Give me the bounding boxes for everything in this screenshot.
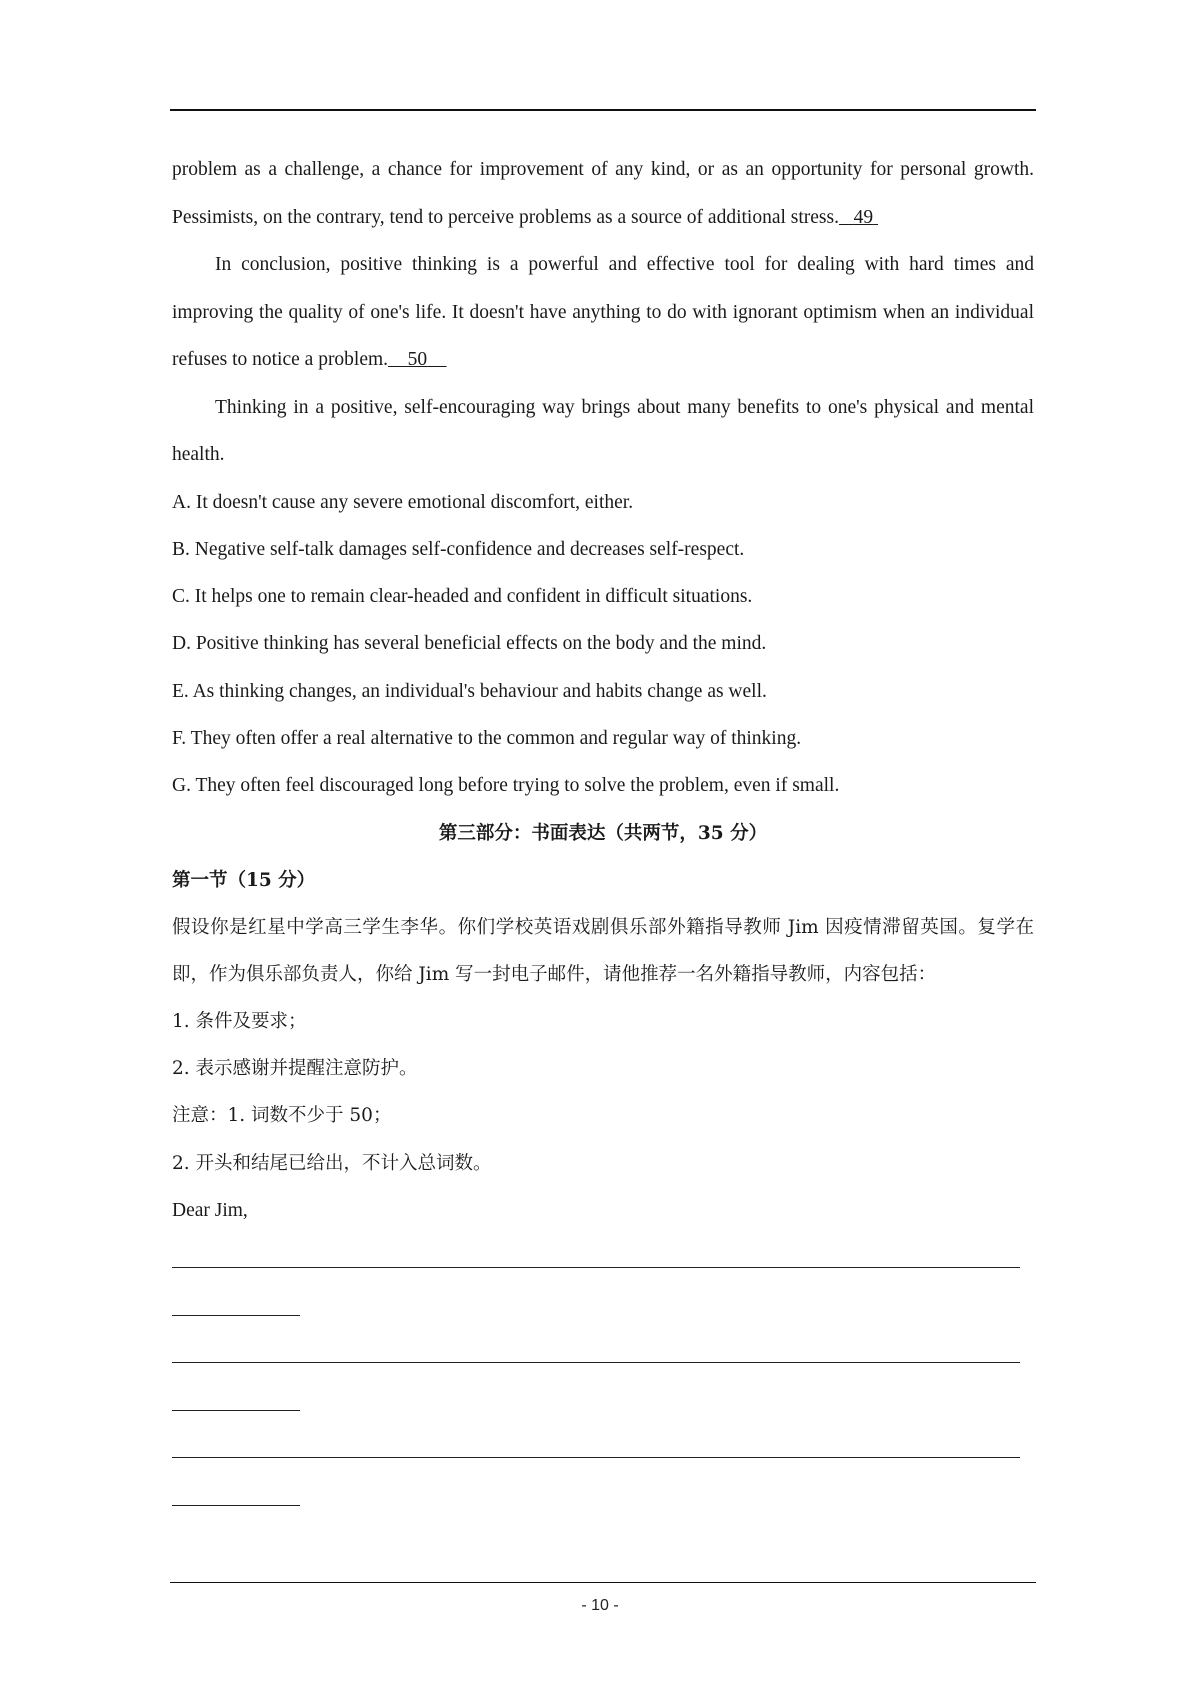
option-f: F. They often offer a real alternative to the common and regular way of thinking. (172, 727, 802, 749)
header-rule (170, 109, 1036, 111)
option-e: E. As thinking changes, an individual's behaviour and habits change as well. (172, 680, 767, 702)
subsection-heading: 第一节（15 分） (172, 869, 316, 891)
note-1: 注意：1. 词数不少于 50； (172, 1105, 392, 1127)
option-d: D. Positive thinking has several beneficial effects on the body and the mind. (172, 633, 767, 655)
passage-paragraph-2 (172, 241, 1034, 384)
footer-rule (170, 1582, 1036, 1583)
note-2: 2. 开头和结尾已给出，不计入总词数。 (172, 1152, 492, 1174)
options-list (172, 479, 1034, 810)
answer-line[interactable] (172, 1234, 1034, 1282)
passage-paragraph-1-text: problem as a challenge, a chance for improvement of any kind, or as an opportunity for personal growth. Pessimists, on the contrary, tend to perceive problems as a source of additional stress. (172, 159, 1034, 228)
blank-50-number: 50 (407, 349, 428, 370)
option-c: C. It helps one to remain clear-headed and confident in difficult situations. (172, 586, 753, 608)
answer-line[interactable] (172, 1424, 1034, 1472)
option-b: B. Negative self-talk damages self-confidence and decreases self-respect. (172, 538, 745, 560)
prompt-item-2: 2. 表示感谢并提醒注意防护。 (172, 1058, 418, 1080)
page-number: - 10 - (581, 1597, 619, 1614)
answer-line[interactable] (172, 1282, 1034, 1330)
passage-paragraph-2-text: In conclusion, positive thinking is a powerful and effective tool for dealing with hard times and improving the quality of one's life. It doesn't have anything to do with ignorant optimism when an individual refuses to notice a problem. (172, 254, 1034, 370)
blank-50 (388, 349, 447, 370)
answer-line[interactable] (172, 1377, 1034, 1425)
page-content (172, 146, 1034, 1519)
blank-49 (839, 207, 878, 228)
answer-line[interactable] (172, 1472, 1034, 1520)
prompt-item-1: 1. 条件及要求； (172, 1010, 307, 1032)
blank-49-number: 49 (853, 206, 874, 228)
letter-greeting: Dear Jim, (172, 1199, 248, 1221)
section-heading: 第三部分：书面表达（共两节，35 分） (438, 822, 768, 844)
writing-prompt: 假设你是红星中学高三学生李华。你们学校英语戏剧俱乐部外籍指导教师 Jim 因疫情滞留英国。复学在即，作为俱乐部负责人，你给 Jim 写一封电子邮件，请他推荐一名外籍指导教师，内容包括： (172, 916, 1034, 985)
passage-paragraph-1 (172, 146, 1034, 241)
option-a: A. It doesn't cause any severe emotional discomfort, either. (172, 491, 634, 513)
answer-lines (172, 1234, 1034, 1519)
option-g: G. They often feel discouraged long before trying to solve the problem, even if small. (172, 775, 840, 797)
answer-line[interactable] (172, 1329, 1034, 1377)
passage-paragraph-3: Thinking in a positive, self-encouraging way brings about many benefits to one's physical and mental health. (172, 396, 1034, 465)
